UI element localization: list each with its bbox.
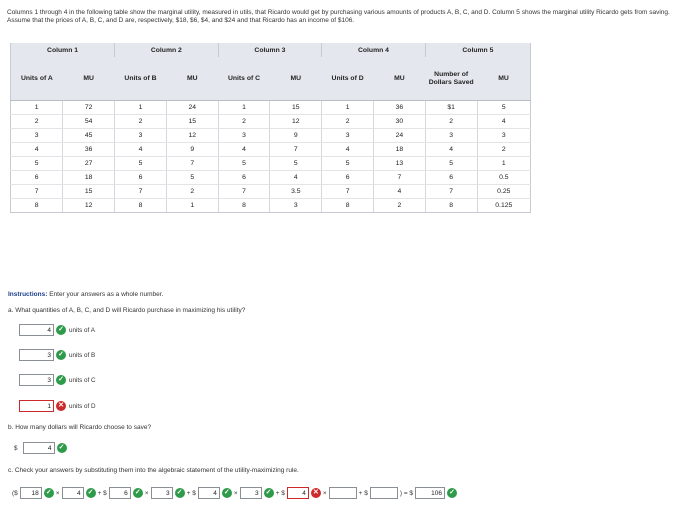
table-cell: 4 — [477, 115, 530, 129]
table-cell: 54 — [63, 115, 115, 129]
cross-icon: ✕ — [56, 401, 66, 411]
table-cell: 4 — [425, 143, 477, 157]
table-cell: 3 — [115, 129, 167, 143]
units-d-input[interactable]: 1 — [19, 400, 54, 412]
table-cell: 1 — [166, 199, 218, 213]
eq-total-input[interactable]: 106 — [415, 487, 445, 499]
units-d-label: units of D — [69, 402, 96, 410]
table-cell: 5 — [425, 157, 477, 171]
instructions-label: Instructions: — [8, 291, 48, 298]
units-a-input[interactable]: 4 — [19, 324, 54, 336]
answer-row-a — [19, 324, 95, 336]
table-cell: 36 — [373, 101, 425, 115]
question-c: c. Check your answers by substituting them into the algebraic statement of the utility-maximizing rule. — [8, 467, 299, 474]
table-cell: 36 — [63, 143, 115, 157]
column-header: Number of Dollars Saved — [425, 57, 477, 101]
units-b-label: units of B — [69, 351, 96, 359]
table-cell: 1 — [322, 101, 374, 115]
times-sign: × — [55, 489, 60, 497]
table-cell: 1 — [115, 101, 167, 115]
table-cell: 5 — [115, 157, 167, 171]
table-cell: 8 — [115, 199, 167, 213]
table-body — [11, 101, 531, 213]
table-cell: 9 — [270, 129, 322, 143]
table-cell: 7 — [322, 185, 374, 199]
table-cell: 12 — [63, 199, 115, 213]
table-cell: 45 — [63, 129, 115, 143]
eq-input-9[interactable] — [370, 487, 398, 499]
table-row — [11, 199, 531, 213]
column-header: Units of C — [218, 57, 270, 101]
group-col4: Column 4 — [322, 43, 426, 57]
table-cell: 15 — [63, 185, 115, 199]
check-icon: ✓ — [264, 488, 274, 498]
table-cell: 5 — [218, 157, 270, 171]
table-row — [11, 115, 531, 129]
table-cell: 2 — [218, 115, 270, 129]
table-cell: 1 — [218, 101, 270, 115]
column-header: Units of B — [115, 57, 167, 101]
table-cell: 3 — [425, 129, 477, 143]
table-cell: 15 — [166, 115, 218, 129]
table-cell: 24 — [373, 129, 425, 143]
table-cell: 72 — [63, 101, 115, 115]
times-sign: × — [322, 489, 327, 497]
column-header: Units of D — [322, 57, 374, 101]
units-c-label: units of C — [69, 376, 96, 384]
check-icon: ✓ — [447, 488, 457, 498]
table-cell: 2 — [322, 115, 374, 129]
check-icon: ✓ — [86, 488, 96, 498]
currency-symbol: $ — [14, 444, 18, 452]
eq-input-2[interactable]: 4 — [62, 487, 84, 499]
eq-input-3[interactable]: 6 — [109, 487, 131, 499]
table-cell: 2 — [166, 185, 218, 199]
check-icon: ✓ — [44, 488, 54, 498]
units-c-input[interactable]: 3 — [19, 374, 54, 386]
table-cell: 6 — [11, 171, 63, 185]
table-cell: 5 — [477, 101, 530, 115]
table-cell: 30 — [373, 115, 425, 129]
plus-sign: + $ — [275, 489, 285, 497]
table-cell: 7 — [270, 143, 322, 157]
column-header: Units of A — [11, 57, 63, 101]
eq-input-8[interactable] — [329, 487, 357, 499]
table-cell: 7 — [373, 171, 425, 185]
table-row — [11, 185, 531, 199]
table-cell: 3 — [322, 129, 374, 143]
table-cell: 3 — [270, 199, 322, 213]
table-cell: 2 — [477, 143, 530, 157]
eq-input-4[interactable]: 3 — [151, 487, 173, 499]
table-cell: 3 — [477, 129, 530, 143]
table-row — [11, 143, 531, 157]
eq-input-7[interactable]: 4 — [287, 487, 309, 499]
table-cell: 5 — [166, 171, 218, 185]
units-b-input[interactable]: 3 — [19, 349, 54, 361]
table-cell: 7 — [218, 185, 270, 199]
eq-open: ($ — [12, 489, 18, 497]
column-header: MU — [63, 57, 115, 101]
question-b: b. How many dollars will Ricardo choose to save? — [8, 424, 152, 431]
table-cell: 6 — [425, 171, 477, 185]
table-row — [11, 129, 531, 143]
table-cell: 4 — [373, 185, 425, 199]
column-header: MU — [270, 57, 322, 101]
table-cell: 3 — [11, 129, 63, 143]
times-sign: × — [144, 489, 149, 497]
column-header: MU — [166, 57, 218, 101]
table-cell: 5 — [270, 157, 322, 171]
table-cell: 6 — [322, 171, 374, 185]
eq-input-5[interactable]: 4 — [198, 487, 220, 499]
group-col1: Column 1 — [11, 43, 115, 57]
table-cell: 4 — [115, 143, 167, 157]
table-cell: 4 — [11, 143, 63, 157]
table-row — [11, 157, 531, 171]
table-cell: 15 — [270, 101, 322, 115]
table-row — [11, 101, 531, 115]
problem-intro: Columns 1 through 4 in the following table show the marginal utility, measured in utils, that Ricardo would get by purchasing various amounts of products A, B, C, and D. Column 5 shows the marginal utility Ricardo gets from saving. Assume that the prices of A, B, C, and D are, respectively, $18, $6, $4, and $24 and that Ricardo has an income of $106. — [7, 9, 670, 24]
answer-row-b — [19, 349, 95, 361]
table-cell: 7 — [115, 185, 167, 199]
marginal-utility-table — [10, 43, 531, 213]
answer-row-d — [19, 400, 96, 412]
check-icon: ✓ — [56, 325, 66, 335]
table-cell: 6 — [218, 171, 270, 185]
group-col3: Column 3 — [218, 43, 322, 57]
plus-sign: + $ — [186, 489, 196, 497]
plus-sign: + $ — [358, 489, 368, 497]
table-cell: $1 — [425, 101, 477, 115]
check-icon: ✓ — [56, 375, 66, 385]
table-cell: 7 — [166, 157, 218, 171]
question-a: a. What quantities of A, B, C, and D will Ricardo purchase in maximizing his utility? — [8, 307, 246, 314]
table-cell: 2 — [373, 199, 425, 213]
table-cell: 0.125 — [477, 199, 530, 213]
table-cell: 1 — [477, 157, 530, 171]
group-col5: Column 5 — [425, 43, 530, 57]
table-cell: 4 — [322, 143, 374, 157]
answer-row-save — [14, 442, 67, 454]
table-cell: 5 — [322, 157, 374, 171]
table-cell: 9 — [166, 143, 218, 157]
table-cell: 5 — [11, 157, 63, 171]
table-cell: 18 — [63, 171, 115, 185]
table-cell: 7 — [11, 185, 63, 199]
table-cell: 0.5 — [477, 171, 530, 185]
check-icon: ✓ — [133, 488, 143, 498]
eq-input-6[interactable]: 3 — [240, 487, 262, 499]
table-cell: 12 — [270, 115, 322, 129]
table-cell: 8 — [425, 199, 477, 213]
utility-max-equation — [10, 487, 457, 499]
cross-icon: ✕ — [311, 488, 321, 498]
group-col2: Column 2 — [115, 43, 219, 57]
table-cell: 7 — [425, 185, 477, 199]
table-cell: 2 — [115, 115, 167, 129]
table-cell: 8 — [218, 199, 270, 213]
table-header-row — [11, 57, 531, 101]
column-header: MU — [477, 57, 530, 101]
times-sign: × — [233, 489, 238, 497]
table-cell: 13 — [373, 157, 425, 171]
table-cell: 3.5 — [270, 185, 322, 199]
table-cell: 2 — [11, 115, 63, 129]
instructions — [8, 291, 163, 298]
table-cell: 4 — [270, 171, 322, 185]
column-header: MU — [373, 57, 425, 101]
table-cell: 4 — [218, 143, 270, 157]
table-cell: 0.25 — [477, 185, 530, 199]
table-cell: 12 — [166, 129, 218, 143]
table-cell: 27 — [63, 157, 115, 171]
eq-close: ) = $ — [399, 489, 414, 497]
check-icon: ✓ — [56, 350, 66, 360]
table-cell: 6 — [115, 171, 167, 185]
check-icon: ✓ — [175, 488, 185, 498]
table-cell: 8 — [322, 199, 374, 213]
table-cell: 1 — [11, 101, 63, 115]
plus-sign: + $ — [97, 489, 107, 497]
table-cell: 8 — [11, 199, 63, 213]
dollars-saved-input[interactable]: 4 — [23, 442, 55, 454]
instructions-text: Enter your answers as a whole number. — [49, 291, 164, 298]
table-cell: 18 — [373, 143, 425, 157]
table-row — [11, 171, 531, 185]
table-cell: 3 — [218, 129, 270, 143]
check-icon: ✓ — [57, 443, 67, 453]
table-cell: 24 — [166, 101, 218, 115]
answer-row-c — [19, 374, 96, 386]
units-a-label: units of A — [69, 326, 95, 334]
table-cell: 2 — [425, 115, 477, 129]
check-icon: ✓ — [222, 488, 232, 498]
eq-input-1[interactable]: 18 — [20, 487, 42, 499]
